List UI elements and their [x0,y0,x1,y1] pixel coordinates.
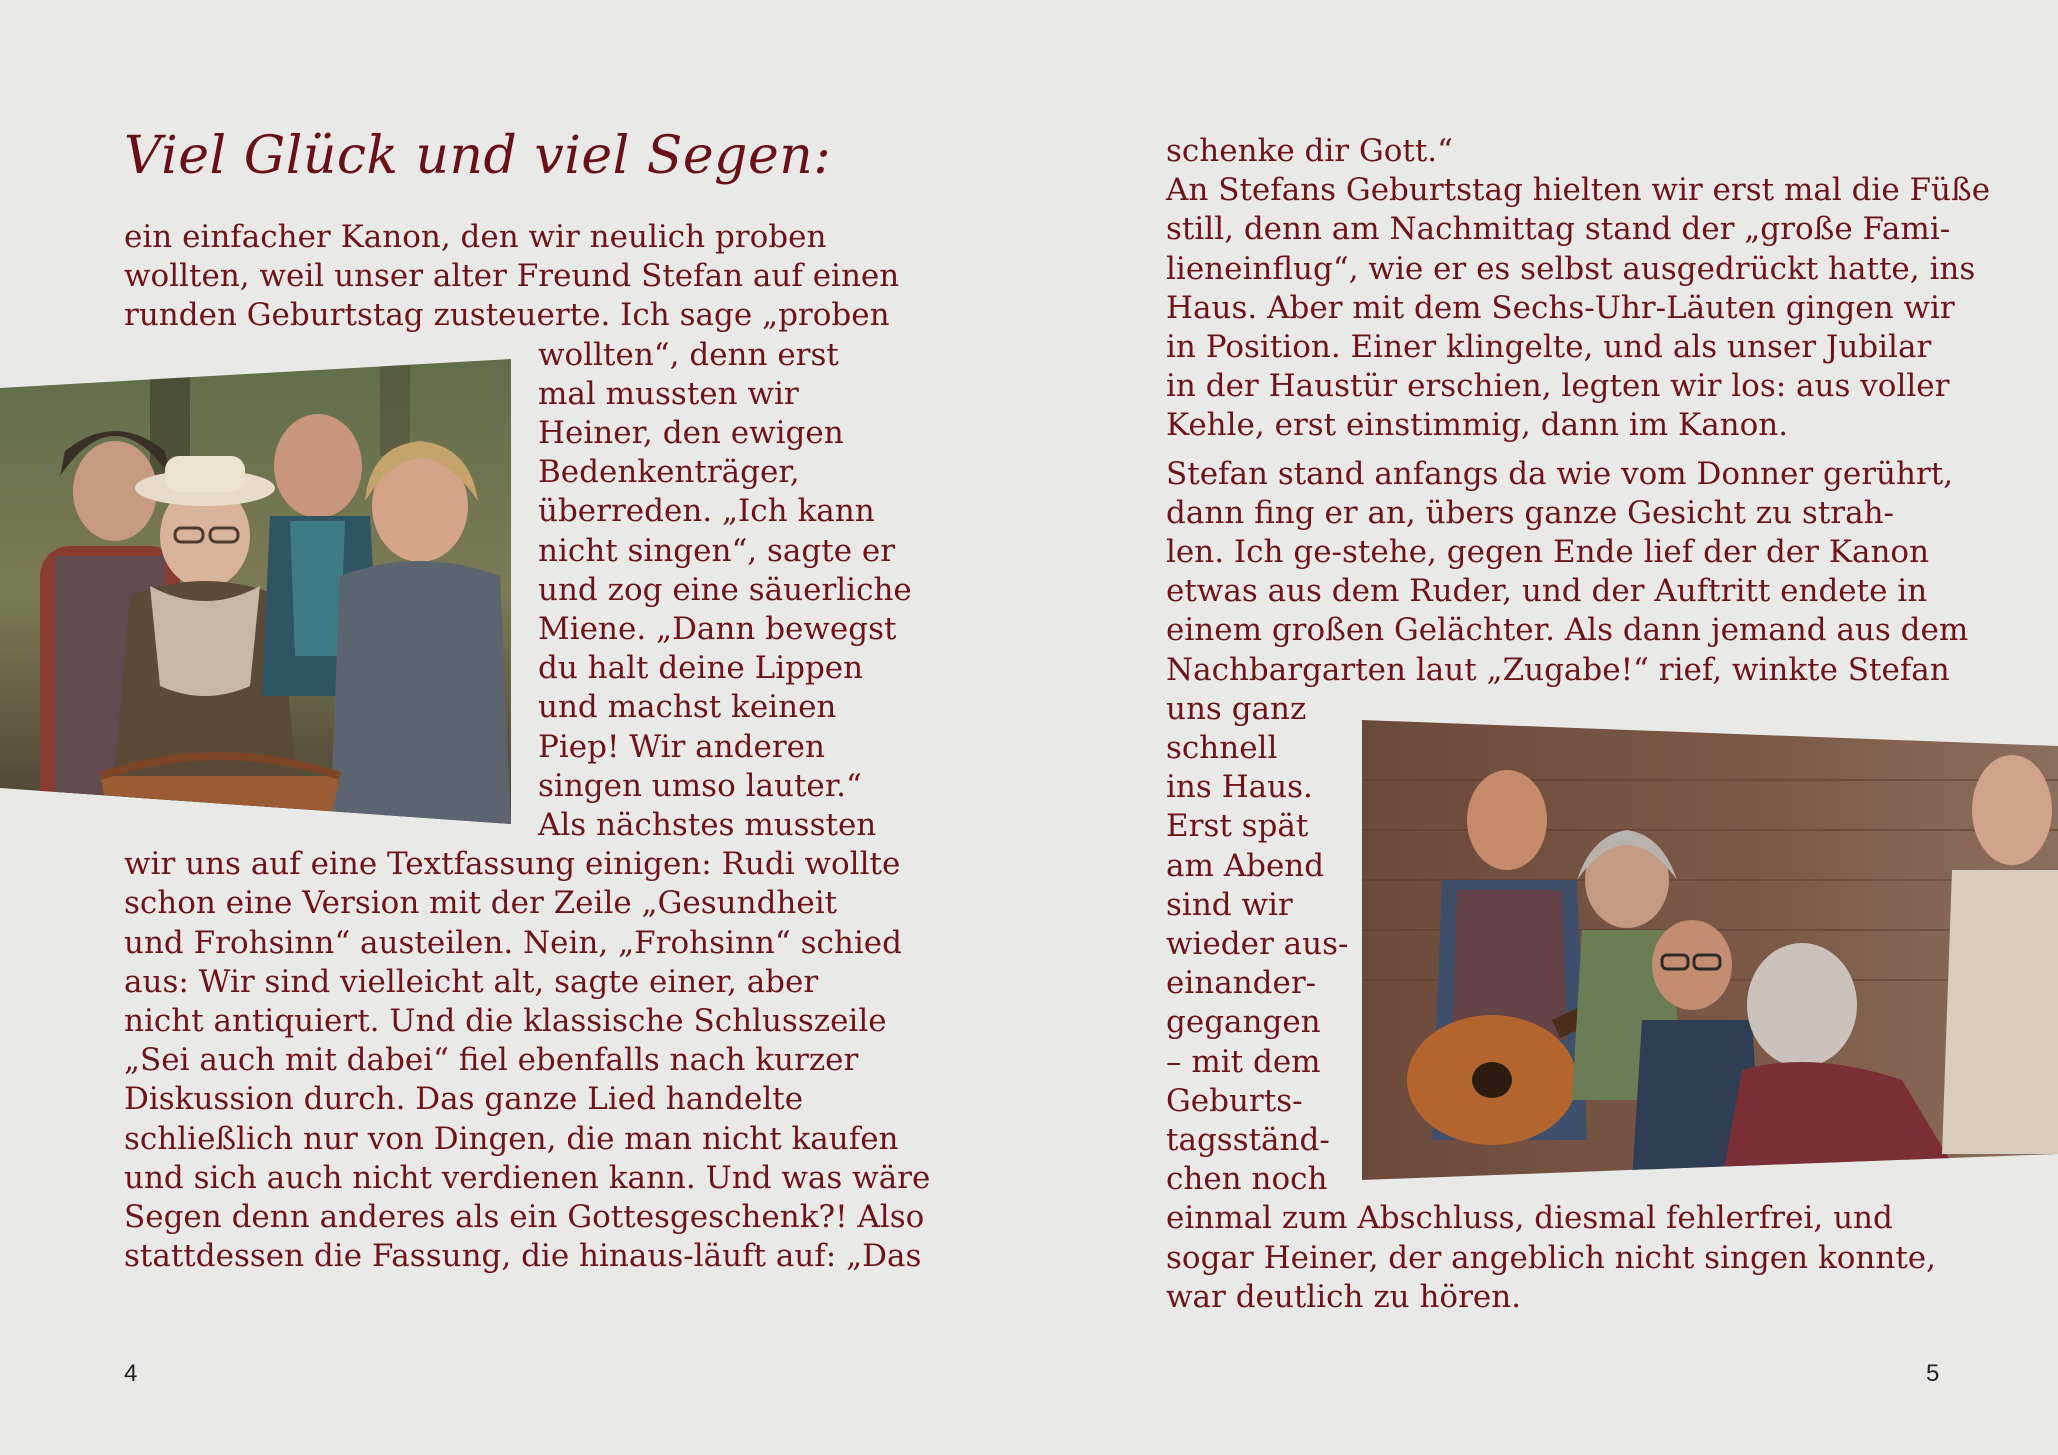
text-line: sogar Heiner, der angeblich nicht singen konnte, [1166,1239,1937,1276]
text-line: und sich auch nicht verdienen kann. Und was wäre [124,1159,931,1196]
text-line: wir uns auf eine Textfassung einigen: Rudi wollte [124,846,901,883]
text-line: Diskussion durch. Das ganze Lied handelte [124,1081,804,1118]
text-line: aus: Wir sind vielleicht alt, sagte einer, aber [124,963,819,1000]
text-line: An Stefans Geburtstag hielten wir erst mal die Füße [1166,172,1991,209]
text-line: Haus. Aber mit dem Sechs-Uhr-Läuten gingen wir [1166,289,1955,326]
text-line: runden Geburtstag zusteuerte. Ich sage „proben [124,297,890,334]
text-line: wollten“, denn erst [538,336,839,373]
text-line: ein einfacher Kanon, den wir neulich proben [124,219,827,255]
text-line: chen noch [1166,1161,1328,1198]
page-heading: Viel Glück und viel Segen: [124,126,832,186]
text-line: und Frohsinn“ austeilen. Nein, „Frohsinn“ schied [124,924,902,961]
text-line: Miene. „Dann bewegst [538,611,897,647]
right-page [1029,0,2058,1455]
text-line: mal mussten wir [538,375,799,412]
text-line: und zog eine säuerliche [538,571,912,608]
text-line: Piep! Wir anderen [538,728,825,765]
text-line: du halt deine Lippen [538,650,864,687]
seniors-with-guitar-photo [1362,720,2058,1180]
text-line: Heiner, den ewigen [538,415,844,451]
text-line: wieder aus- [1166,926,1349,962]
text-line: wollten, weil unser alter Freund Stefan auf einen [124,258,900,295]
text-line: lieneinflug“, wie er es selbst ausgedrückt hatte, ins [1166,250,1976,287]
page-number-left: 4 [124,1360,138,1387]
text-line: etwas aus dem Ruder, und der Auftritt endete in [1166,573,1928,610]
text-line: nicht antiquiert. Und die klassische Schlusszeile [124,1003,887,1039]
text-line: schließlich nur von Dingen, die man nicht kaufen [124,1120,899,1157]
text-line: einander- [1166,965,1317,1002]
text-line: Segen denn anderes als ein Gottesgeschenk?! Also [124,1199,925,1235]
text-line: überreden. „Ich kann [538,493,875,530]
text-line: in der Haustür erschien, legten wir los: aus voller [1166,368,1950,405]
text-line: schenke dir Gott.“ [1166,133,1454,169]
text-line: still, denn am Nachmittag stand der „große Fami- [1166,211,1951,248]
text-line: gegangen [1166,1004,1321,1041]
text-line: einem großen Gelächter. Als dann jemand aus dem [1166,612,1969,649]
text-line: Bedenkenträger, [538,454,800,491]
text-line: singen umso lauter.“ [538,767,862,804]
page-number-right: 5 [1926,1360,1940,1387]
text-line: Stefan stand anfangs da wie vom Donner gerührt, [1166,455,1954,492]
text-line: tagsständ- [1166,1122,1330,1158]
text-line: uns ganz [1166,690,1307,727]
text-line: Nachbargarten laut „Zugabe!“ rief, winkte Stefan [1166,651,1950,688]
text-line: und machst keinen [538,689,837,726]
text-line: nicht singen“, sagte er [538,532,896,569]
text-line: war deutlich zu hören. [1166,1278,1522,1315]
text-line: Als nächstes mussten [538,807,877,843]
text-line: in Position. Einer klingelte, und als unser Jubilar [1166,329,1932,365]
text-line: schnell [1166,730,1278,766]
text-line: am Abend [1166,847,1325,884]
text-line: Kehle, erst einstimmig, dann im Kanon. [1166,407,1789,444]
text-line: schon eine Version mit der Zeile „Gesundheit [124,885,838,922]
text-line: Erst spät [1166,808,1309,845]
text-line: Geburts- [1166,1082,1303,1119]
text-line: dann fing er an, übers ganze Gesicht zu strah- [1166,494,1895,531]
text-line: „Sei auch mit dabei“ fiel ebenfalls nach kurzer [124,1042,859,1079]
text-line: ins Haus. [1166,769,1313,806]
text-line: len. Ich ge-stehe, gegen Ende lief der der Kanon [1166,534,1930,570]
text-line: stattdessen die Fassung, die hinaus-läuft auf: „Das [124,1238,922,1275]
text-line: – mit dem [1166,1043,1321,1080]
text-line: sind wir [1166,886,1293,923]
group-of-seniors-photo [0,356,511,824]
text-line: einmal zum Abschluss, diesmal fehlerfrei, und [1166,1200,1893,1237]
